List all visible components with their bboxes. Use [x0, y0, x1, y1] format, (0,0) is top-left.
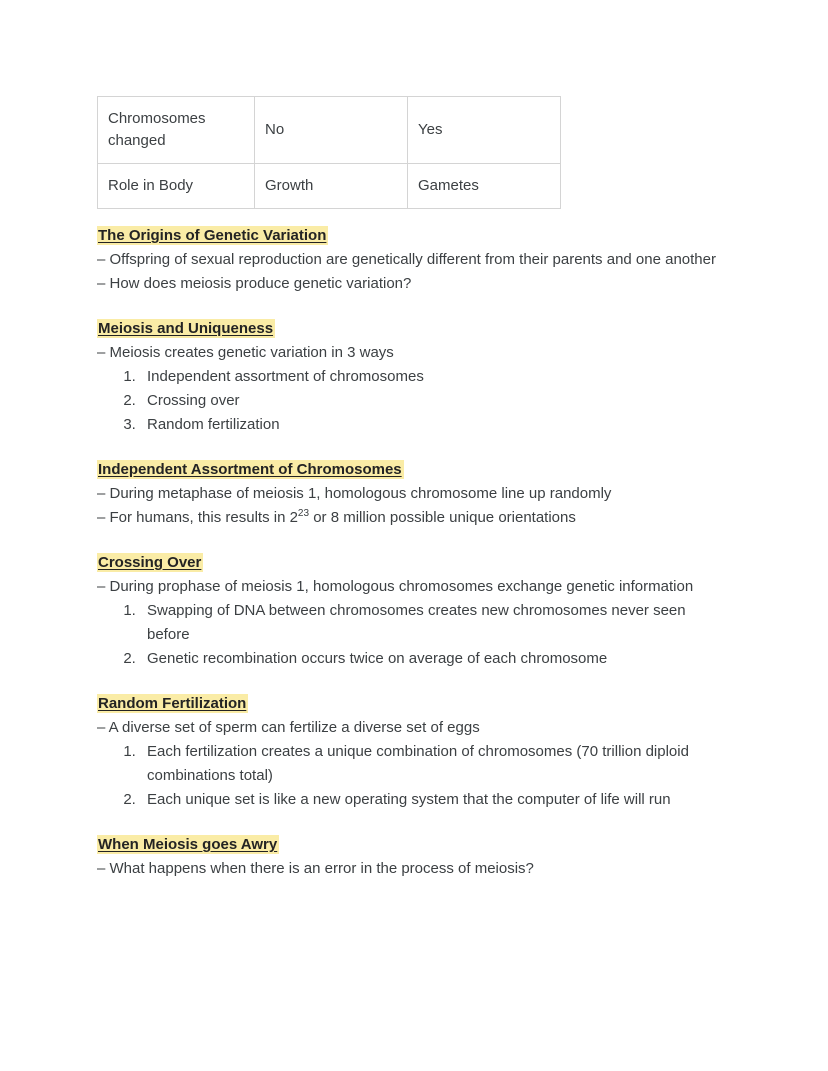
section-heading: [97, 318, 727, 339]
section-line: – During metaphase of meiosis 1, homologous chromosome line up randomly: [97, 485, 612, 502]
section-heading: [97, 552, 727, 573]
section-meiosis-and-uniqueness: [97, 318, 727, 437]
exponent: 23: [297, 508, 310, 519]
table-cell-meiosis: Gametes: [408, 164, 561, 209]
section-heading: [97, 834, 727, 855]
section-line: – Meiosis creates genetic variation in 3 ways: [97, 344, 394, 361]
list-item: 2. Crossing over: [140, 389, 727, 413]
list-item: 2. Each unique set is like a new operating system that the computer of life will run: [140, 788, 727, 812]
section-heading-highlight: Independent Assortment of Chromosomes: [98, 461, 402, 478]
table-row: [98, 164, 561, 209]
section-heading-highlight: Meiosis and Uniqueness: [98, 320, 274, 337]
superscript-line-post: or 8 million possible unique orientations: [309, 509, 576, 526]
document-body: [97, 96, 727, 881]
list-item: 1. Each fertilization creates a unique combination of chromosomes (70 trillion diploid combinations total): [140, 740, 727, 788]
table-cell-mitosis: No: [255, 97, 408, 164]
ordered-list: [97, 740, 727, 812]
table-row: [98, 97, 561, 164]
section-line: – During prophase of meiosis 1, homologous chromosomes exchange genetic information: [97, 578, 694, 595]
ordered-list: [97, 599, 727, 671]
table-cell-label: Role in Body: [98, 164, 255, 209]
section-heading-highlight: Crossing Over: [98, 554, 202, 571]
section-heading: [97, 459, 727, 480]
table-cell-label: Chromosomes changed: [98, 97, 255, 164]
section-crossing-over: [97, 552, 727, 671]
table-cell-meiosis: Yes: [408, 97, 561, 164]
superscript-line-pre: – For humans, this results in 2: [97, 509, 298, 526]
section-line: – Offspring of sexual reproduction are genetically different from their parents and one another: [97, 251, 716, 268]
section-heading-highlight: When Meiosis goes Awry: [98, 836, 278, 853]
section-when-meiosis-goes-awry: [97, 834, 727, 881]
list-item: 3. Random fertilization: [140, 413, 727, 437]
list-item: 2. Genetic recombination occurs twice on average of each chromosome: [140, 647, 727, 671]
ordered-list: [97, 365, 727, 437]
section-line: – A diverse set of sperm can fertilize a diverse set of eggs: [97, 719, 480, 736]
section-origins-of-genetic-variation: [97, 225, 727, 296]
comparison-table: [97, 96, 561, 209]
section-heading: [97, 225, 727, 246]
section-line: – What happens when there is an error in the process of meiosis?: [97, 860, 534, 877]
section-random-fertilization: [97, 693, 727, 812]
section-heading-highlight: The Origins of Genetic Variation: [98, 227, 327, 244]
list-item: 1. Swapping of DNA between chromosomes creates new chromosomes never seen before: [140, 599, 727, 647]
list-item: 1. Independent assortment of chromosomes: [140, 365, 727, 389]
section-line-superscript: [97, 506, 727, 530]
table-cell-mitosis: Growth: [255, 164, 408, 209]
section-heading: [97, 693, 727, 714]
section-heading-highlight: Random Fertilization: [98, 695, 247, 712]
section-line: – How does meiosis produce genetic variation?: [97, 275, 412, 292]
section-independent-assortment-of-chromosomes: [97, 459, 727, 530]
